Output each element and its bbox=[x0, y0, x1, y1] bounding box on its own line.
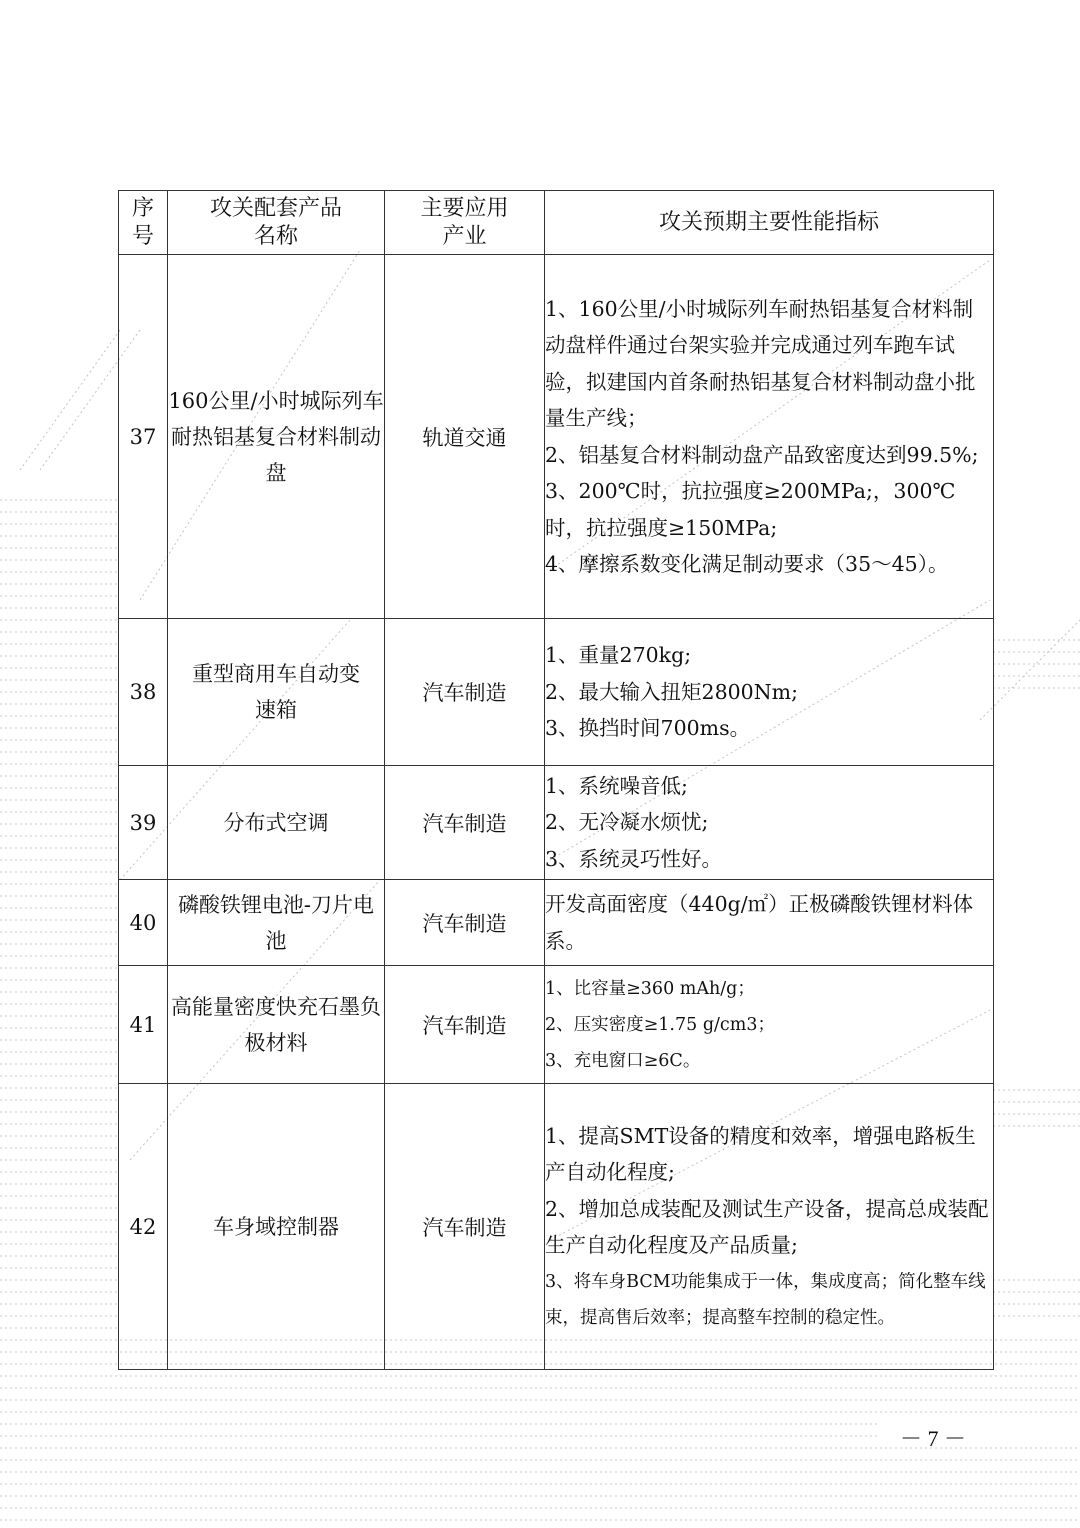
row-number: 38 bbox=[119, 619, 168, 766]
spec-item: 1、160公里/小时城际列车耐热铝基复合材料制动盘样件通过台架实验并完成通过列车跑车试验，拟建国内首条耐热铝基复合材料制动盘小批量生产线； bbox=[545, 296, 976, 430]
spec-item: 1、重量270kg; bbox=[545, 643, 692, 668]
product-name: 分布式空调 bbox=[168, 766, 385, 880]
spec-list bbox=[545, 766, 994, 880]
spec-list bbox=[545, 255, 994, 619]
product-name: 160公里/小时城际列车耐热铝基复合材料制动盘 bbox=[168, 255, 385, 619]
industry: 汽车制造 bbox=[385, 1084, 545, 1370]
industry: 汽车制造 bbox=[385, 966, 545, 1084]
spec-item: 开发高面密度（440g/㎡）正极磷酸铁锂材料体系。 bbox=[545, 892, 974, 953]
spec-item: 3、系统灵巧性好。 bbox=[545, 846, 723, 871]
header-product-name: 攻关配套产品名称 bbox=[168, 191, 385, 255]
industry: 轨道交通 bbox=[385, 255, 545, 619]
spec-item: 2、最大输入扭矩2800Nm; bbox=[545, 679, 798, 704]
row-number: 40 bbox=[119, 880, 168, 966]
spec-list bbox=[545, 619, 994, 766]
row-number: 37 bbox=[119, 255, 168, 619]
header-industry: 主要应用产业 bbox=[385, 191, 545, 255]
spec-item: 3、将车身BCM功能集成于一体，集成度高；简化整车线束，提高售后效率；提高整车控制的稳定性。 bbox=[545, 1271, 986, 1328]
spec-item: 2、压实密度≥1.75 g/cm3； bbox=[545, 1014, 775, 1035]
spec-list bbox=[545, 966, 994, 1084]
spec-item: 2、无冷凝水烦忧; bbox=[545, 810, 709, 835]
spec-item: 3、充电窗口≥6C。 bbox=[545, 1050, 701, 1071]
industry: 汽车制造 bbox=[385, 880, 545, 966]
spec-item: 1、提高SMT设备的精度和效率，增强电路板生产自动化程度; bbox=[545, 1123, 976, 1184]
product-name: 高能量密度快充石墨负极材料 bbox=[168, 966, 385, 1084]
table-header-row bbox=[119, 191, 994, 255]
row-number: 39 bbox=[119, 766, 168, 880]
spec-list bbox=[545, 1084, 994, 1370]
spec-list bbox=[545, 880, 994, 966]
product-name: 磷酸铁锂电池-刀片电池 bbox=[168, 880, 385, 966]
spec-item: 2、铝基复合材料制动盘产品致密度达到99.5%; bbox=[545, 442, 979, 467]
spec-item: 4、摩擦系数变化满足制动要求（35～45）。 bbox=[545, 552, 949, 576]
table-row bbox=[119, 1084, 994, 1370]
spec-item: 1、比容量≥360 mAh/g； bbox=[545, 978, 755, 999]
row-number: 42 bbox=[119, 1084, 168, 1370]
industry: 汽车制造 bbox=[385, 619, 545, 766]
product-name: 车身域控制器 bbox=[168, 1084, 385, 1370]
spec-item: 3、200℃时，抗拉强度≥200MPa;，300℃时，抗拉强度≥150MPa; bbox=[545, 479, 956, 540]
table-row bbox=[119, 880, 994, 966]
table-row bbox=[119, 766, 994, 880]
spec-item: 3、换挡时间700ms。 bbox=[545, 716, 751, 741]
industry: 汽车制造 bbox=[385, 766, 545, 880]
spec-item: 2、增加总成装配及测试生产设备，提高总成装配生产自动化程度及产品质量; bbox=[545, 1196, 989, 1257]
row-number: 41 bbox=[119, 966, 168, 1084]
product-name: 重型商用车自动变速箱 bbox=[168, 619, 385, 766]
table-row bbox=[119, 966, 994, 1084]
table-row bbox=[119, 619, 994, 766]
header-seq: 序号 bbox=[119, 191, 168, 255]
header-indicators: 攻关预期主要性能指标 bbox=[545, 191, 994, 255]
spec-item: 1、系统噪音低; bbox=[545, 773, 688, 798]
table-row bbox=[119, 255, 994, 619]
page-number: － 7 － bbox=[900, 1426, 967, 1451]
indicators-table bbox=[118, 190, 994, 1370]
